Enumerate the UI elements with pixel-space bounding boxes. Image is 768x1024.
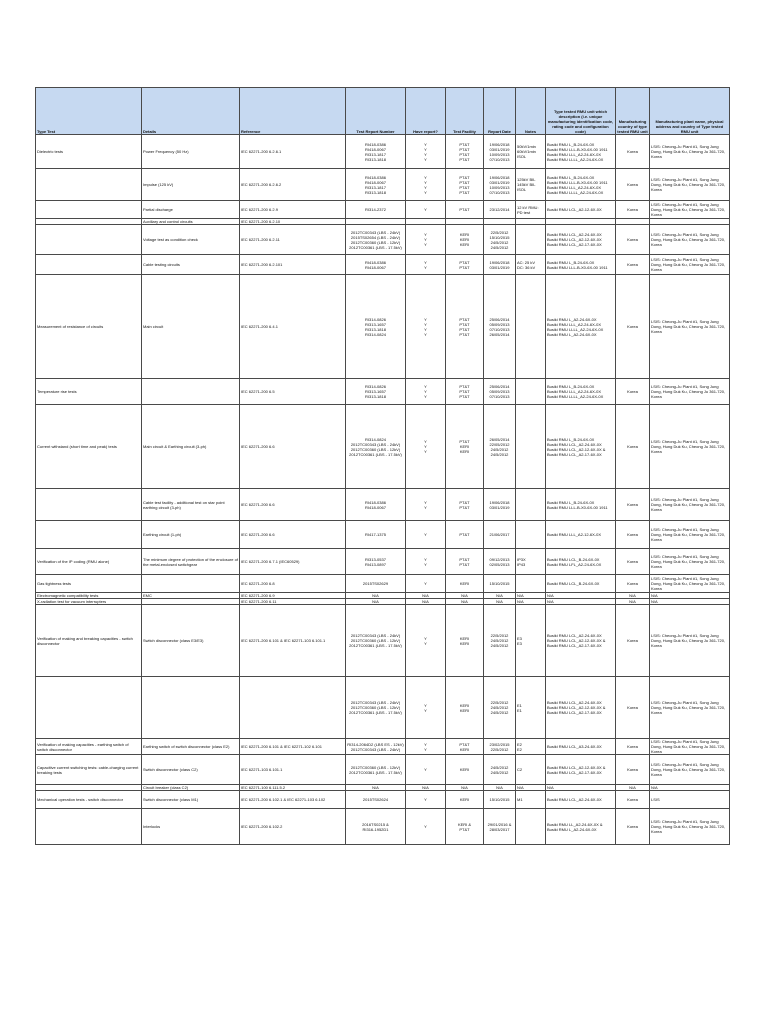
cell-type-tested-rmu-unit: Busiki RMU LCL_B-24-6X-0X: [546, 575, 616, 593]
cell-manufacturing-plant: LSIS: Cheong-Ju Plant #1, Song Jung Dong, Hung Duk Ku, Cheong Ju 361-720, Korea: [650, 677, 730, 739]
cell-type-tested-rmu-unit: Busiki RMU LCL_B-24-6X-0X Busiki RMU LFL_A2-24-6X-0X: [546, 549, 616, 575]
cell-manufacturing-country: Korea: [616, 135, 650, 169]
cell-type-tested-rmu-unit: Busiki RMU L_B-24-6X-0X Busiki RMU LLL-B-X0-6X-00 1911 Busiki RMU LLL_A2-24-6X-0X Busiki RMU LLLL_A2-24-6X-0X: [546, 135, 616, 169]
table-row: [36, 379, 730, 405]
cell-manufacturing-country: N/A: [616, 599, 650, 605]
cell-manufacturing-plant: LSIS: Cheong-Ju Plant #1, Song Jung Dong, Hung Duk Ku, Cheong Ju 361-720, Korea: [650, 255, 730, 275]
cell-notes: E3 E3: [516, 605, 546, 677]
cell-reference: IEC 62271-200 6.4.1: [240, 275, 346, 379]
cell-test-report-number: RI418-0386 RI418-0067 RI313-1817 RI313-1818: [346, 135, 406, 169]
cell-manufacturing-country: Korea: [616, 275, 650, 379]
cell-have-report: Y: [406, 521, 446, 549]
table-row: [36, 169, 730, 201]
cell-test-report-number: RI313-0537 RI413-0897: [346, 549, 406, 575]
header-test-facility: Test Facility: [446, 88, 484, 135]
cell-type-test: Measurement of resistance of circuits: [36, 275, 142, 379]
cell-manufacturing-plant: LSIS: Cheong-Ju Plant #1, Song Jung Dong, Hung Duk Ku, Cheong Ju 361-720, Korea: [650, 275, 730, 379]
header-manufacturing-plant: Manufacturing plant name, physical address and country of Type tested RMU unit: [650, 88, 730, 135]
cell-have-report: Y Y: [406, 255, 446, 275]
cell-notes: [516, 521, 546, 549]
cell-manufacturing-plant: N/A: [650, 785, 730, 791]
cell-test-report-number: 2016TS0215 & RI316-1952D1: [346, 809, 406, 845]
cell-manufacturing-country: Korea: [616, 169, 650, 201]
cell-manufacturing-plant: LSIS: [650, 791, 730, 809]
cell-manufacturing-country: Korea: [616, 379, 650, 405]
table-row: [36, 739, 730, 755]
cell-reference: IEC 62271-200 6.11: [240, 599, 346, 605]
cell-reference: IEC 62271-200 6.2.6.1: [240, 135, 346, 169]
cell-details: Cable test facility - additional test on star point earthing circuit (3-ph): [142, 489, 240, 521]
cell-report-date: 09/12/2013 02/05/2013: [484, 549, 516, 575]
cell-manufacturing-plant: LSIS: Cheong-Ju Plant #1, Song Jung Dong, Hung Duk Ku, Cheong Ju 361-720, Korea: [650, 605, 730, 677]
cell-type-tested-rmu-unit: Busiki RMU LCL_A2-12-6X-0X & Busiki RMU LCL_A2-17-6X-0X: [546, 755, 616, 785]
cell-have-report: Y Y: [406, 489, 446, 521]
cell-test-facility: KERI: [446, 575, 484, 593]
cell-reference: IEC 62271-103 6.101.1: [240, 755, 346, 785]
cell-test-facility: KERI KERI: [446, 677, 484, 739]
table-row: [36, 255, 730, 275]
cell-test-report-number: RI314-2372: [346, 201, 406, 219]
cell-details: Main circuit & Earthing circuit (3-ph): [142, 405, 240, 489]
cell-report-date: 25/06/2014 05/09/2013 07/10/2013: [484, 379, 516, 405]
cell-test-facility: PT&T PT&T: [446, 549, 484, 575]
cell-test-report-number: RI314-0826 RI313-1657 RI313-1818: [346, 379, 406, 405]
cell-manufacturing-country: Korea: [616, 225, 650, 255]
cell-have-report: Y: [406, 809, 446, 845]
cell-type-test: Electromagnetic compatibility tests: [36, 593, 142, 599]
cell-report-date: N/A: [484, 599, 516, 605]
cell-reference: IEC 62271-100 6.111.5.2: [240, 785, 346, 791]
cell-reference: IEC 62271-200 6.9: [240, 593, 346, 599]
cell-type-tested-rmu-unit: Busiki RMU LLL_A2-12-6X-0X: [546, 521, 616, 549]
cell-manufacturing-country: N/A: [616, 785, 650, 791]
cell-test-facility: PT&T PT&T: [446, 489, 484, 521]
header-have-report: Have report?: [406, 88, 446, 135]
cell-type-test: [36, 809, 142, 845]
cell-details: [142, 379, 240, 405]
cell-type-tested-rmu-unit: N/A: [546, 599, 616, 605]
cell-reference: IEC 62271-200 6.102.2: [240, 809, 346, 845]
cell-have-report: Y Y Y Y: [406, 135, 446, 169]
cell-details: Switch disconnector (class E3/E3): [142, 605, 240, 677]
cell-reference: IEC 62271-200 6.2.6.2: [240, 169, 346, 201]
cell-manufacturing-country: Korea: [616, 791, 650, 809]
cell-have-report: Y Y Y: [406, 225, 446, 255]
cell-reference: IEC 62271-200 6.2.9: [240, 201, 346, 219]
cell-details: Power Frequency (50 Hz): [142, 135, 240, 169]
cell-notes: C2: [516, 755, 546, 785]
cell-type-tested-rmu-unit: Busiki RMU L_A2-24-6X-0X Busiki RMU LLL_A2-24-6X-0X Busiki RMU LLLL_A2-24-6X-0X Busiki RMU L_A2-24-6X-0X: [546, 275, 616, 379]
cell-report-date: 15/10/2015: [484, 791, 516, 809]
cell-details: Cable testing circuits: [142, 255, 240, 275]
cell-test-facility: PT&T KERI KERI: [446, 405, 484, 489]
cell-report-date: 26/05/2014 22/05/2012 24/5/2012 24/5/2012: [484, 405, 516, 489]
cell-type-test: [36, 521, 142, 549]
cell-details: Impulse (125 kV): [142, 169, 240, 201]
cell-type-test: [36, 255, 142, 275]
cell-test-facility: KERI: [446, 755, 484, 785]
table-header-row: [36, 88, 730, 135]
cell-manufacturing-plant: LSIS: Cheong-Ju Plant #1, Song Jung Dong, Hung Duk Ku, Cheong Ju 361-720, Korea: [650, 809, 730, 845]
cell-test-report-number: N/A: [346, 593, 406, 599]
cell-notes: E2 E2: [516, 739, 546, 755]
cell-manufacturing-plant: LSIS: Cheong-Ju Plant #1, Song Jung Dong, Hung Duk Ku, Cheong Ju 361-720, Korea: [650, 201, 730, 219]
cell-test-facility: KERI KERI: [446, 605, 484, 677]
cell-have-report: N/A: [406, 593, 446, 599]
cell-type-test: Mechanical operation tests - switch disconnector: [36, 791, 142, 809]
cell-reference: IEC 62271-200 6.5: [240, 379, 346, 405]
cell-details: Voltage test as condition check: [142, 225, 240, 255]
cell-have-report: Y Y Y Y: [406, 169, 446, 201]
cell-report-date: 22/5/2012 24/5/2012 24/5/2012: [484, 605, 516, 677]
table-row: [36, 225, 730, 255]
cell-test-report-number: 2015TS02629: [346, 575, 406, 593]
cell-test-report-number: 2012TC00360 (LBS - 12kV) 2012TC00361 (LBS - 17.5kV): [346, 755, 406, 785]
cell-report-date: 24/5/2012 24/5/2012: [484, 755, 516, 785]
cell-have-report: Y Y Y: [406, 379, 446, 405]
table-row: [36, 275, 730, 379]
cell-test-report-number: RI314-0824 2012TC00343 (LBS - 24kV) 2012TC00360 (LBS - 12kV) 2012TC00361 (LBS - 17.5kV): [346, 405, 406, 489]
type-test-table: [35, 87, 730, 845]
cell-manufacturing-plant: LSIS: Cheong-Ju Plant #1, Song Jung Dong, Hung Duk Ku, Cheong Ju 361-720, Korea: [650, 169, 730, 201]
cell-reference: IEC 62271-200 6.2.10: [240, 219, 346, 225]
cell-manufacturing-country: Korea: [616, 405, 650, 489]
cell-notes: N/A: [516, 599, 546, 605]
cell-report-date: N/A: [484, 785, 516, 791]
cell-details: Switch disconnector (class M1): [142, 791, 240, 809]
cell-type-tested-rmu-unit: Busiki RMU L_B-24-6X-0X Busiki RMU LLL-B-X0-6X-00 1911: [546, 489, 616, 521]
cell-manufacturing-plant: N/A: [650, 599, 730, 605]
cell-have-report: Y Y: [406, 677, 446, 739]
cell-test-report-number: 2012TC00343 (LBS - 24kV) 2012TC00360 (LBS - 12kV) 2012TC00361 (LBS - 17.5kV): [346, 605, 406, 677]
cell-test-report-number: RI418-0386 RI418-0067: [346, 255, 406, 275]
cell-test-facility: PT&T PT&T PT&T: [446, 379, 484, 405]
cell-reference: [240, 677, 346, 739]
cell-have-report: Y Y: [406, 549, 446, 575]
cell-notes: [516, 405, 546, 489]
cell-type-tested-rmu-unit: Busiki RMU LCL_A2-24-6X-0X Busiki RMU LCL_A2-12-6X-0X & Busiki RMU LCL_A2-17-6X-0X: [546, 605, 616, 677]
header-test-report-number: Test Report Number: [346, 88, 406, 135]
cell-type-tested-rmu-unit: Busiki RMU L_B-24-6X-0X Busiki RMU LCL_A2-24-6X-0X Busiki RMU LCL_A2-12-6X-0X & Busiki RMU LCL_A2-17-6X-0X: [546, 405, 616, 489]
cell-manufacturing-country: Korea: [616, 201, 650, 219]
cell-test-facility: KERI & PT&T: [446, 809, 484, 845]
cell-report-date: 19/06/2018 03/01/2019: [484, 489, 516, 521]
cell-type-test: [36, 169, 142, 201]
cell-notes: E1 E1: [516, 677, 546, 739]
cell-test-report-number: N/A: [346, 785, 406, 791]
cell-report-date: 22/5/2012 24/5/2012 24/5/2012: [484, 677, 516, 739]
cell-details: Interlocks: [142, 809, 240, 845]
cell-have-report: Y: [406, 201, 446, 219]
cell-report-date: 29/01/2016 & 28/03/2017: [484, 809, 516, 845]
cell-reference: IEC 62271-200 6.7.1 (IEC60529): [240, 549, 346, 575]
cell-type-test: Verification of the IP coding (RMU alone): [36, 549, 142, 575]
cell-report-date: 19/06/2018 03/01/2019 10/09/2013 07/10/2013: [484, 169, 516, 201]
cell-test-facility: PT&T PT&T PT&T PT&T: [446, 275, 484, 379]
cell-reference: IEC 62271-200 6.101 & IEC 62271-103 6.101.1: [240, 605, 346, 677]
cell-manufacturing-country: Korea: [616, 677, 650, 739]
cell-manufacturing-country: Korea: [616, 521, 650, 549]
cell-notes: IP3X IP43: [516, 549, 546, 575]
cell-reference: IEC 62271-200 6.2.101: [240, 255, 346, 275]
cell-details: Circuit breaker (class C2): [142, 785, 240, 791]
cell-type-tested-rmu-unit: Busiki RMU LCL_A2-12-6X-0X: [546, 201, 616, 219]
cell-reference: IEC 62271-200 6.6: [240, 489, 346, 521]
cell-manufacturing-plant: LSIS: Cheong-Ju Plant #1, Song Jung Dong, Hung Duk Ku, Cheong Ju 361-720, Korea: [650, 521, 730, 549]
cell-type-test: Dielectric tests: [36, 135, 142, 169]
cell-have-report: N/A: [406, 599, 446, 605]
cell-manufacturing-country: Korea: [616, 489, 650, 521]
cell-manufacturing-plant: LSIS: Cheong-Ju Plant #1, Song Jung Dong, Hung Duk Ku, Cheong Ju 361-720, Korea: [650, 379, 730, 405]
table-row: [36, 405, 730, 489]
cell-notes: [516, 275, 546, 379]
cell-notes: [516, 225, 546, 255]
cell-type-test: Current withstand (short time and peak) tests: [36, 405, 142, 489]
cell-type-test: Verification of making capacities - earthing switch of switch disconnector: [36, 739, 142, 755]
cell-details: [142, 677, 240, 739]
cell-details: EMC: [142, 593, 240, 599]
cell-manufacturing-country: Korea: [616, 739, 650, 755]
table-row: [36, 755, 730, 785]
cell-notes: N/A: [516, 785, 546, 791]
cell-notes: AC: 25 kV DC: 36 kV: [516, 255, 546, 275]
table-row: [36, 549, 730, 575]
cell-details: Earthing circuit (1-ph): [142, 521, 240, 549]
cell-notes: M1: [516, 791, 546, 809]
cell-have-report: Y: [406, 791, 446, 809]
cell-manufacturing-plant: LSIS: Cheong-Ju Plant #1, Song Jung Dong, Hung Duk Ku, Cheong Ju 361-720, Korea: [650, 755, 730, 785]
cell-type-test: Capacitive current switching tests: cable-charging current breaking tests: [36, 755, 142, 785]
table-body: [36, 135, 730, 845]
cell-manufacturing-plant: N/A: [650, 593, 730, 599]
table-row: [36, 605, 730, 677]
header-notes: Notes: [516, 88, 546, 135]
header-details: Details: [142, 88, 240, 135]
cell-type-test: [36, 677, 142, 739]
cell-type-test: [36, 201, 142, 219]
cell-type-test: X-radiation test for vacuum interrupters: [36, 599, 142, 605]
cell-reference: IEC 62271-200 6.6: [240, 405, 346, 489]
cell-type-tested-rmu-unit: Busiki RMU LCL_A2-24-6X-0X: [546, 791, 616, 809]
cell-manufacturing-country: Korea: [616, 605, 650, 677]
cell-type-tested-rmu-unit: N/A: [546, 785, 616, 791]
cell-test-report-number: 2012TC00343 (LBS - 24kV) 2012TC00360 (LBS - 12kV) 2012TC00361 (LBS - 17.5kV): [346, 677, 406, 739]
table-row: [36, 575, 730, 593]
header-type-tested-rmu-unit: Type tested RMU unit which description (i.e. unique manufacturing identification code, rating code and configuration code): [546, 88, 616, 135]
cell-details: Auxiliary and control circuits: [142, 219, 240, 225]
cell-test-facility: N/A: [446, 593, 484, 599]
cell-notes: N/A: [516, 593, 546, 599]
cell-type-tested-rmu-unit: Busiki RMU LCL_A3-24-6X-0X: [546, 739, 616, 755]
cell-manufacturing-country: Korea: [616, 255, 650, 275]
header-report-date: Report Date: [484, 88, 516, 135]
cell-test-facility: N/A: [446, 599, 484, 605]
cell-test-report-number: N/A: [346, 599, 406, 605]
cell-report-date: 19/06/2018 03/01/2019: [484, 255, 516, 275]
table-row: [36, 809, 730, 845]
cell-reference: IEC 62271-200 6.8: [240, 575, 346, 593]
cell-test-report-number: RI418-0386 RI418-0067 RI313-1817 RI313-1818: [346, 169, 406, 201]
header-type-test: Type Test: [36, 88, 142, 135]
cell-report-date: 21/06/2017: [484, 521, 516, 549]
table-row: [36, 677, 730, 739]
cell-reference: IEC 62271-200 6.2.11: [240, 225, 346, 255]
cell-test-report-number: RI314-2064D2 (LBS ES - 12kV) 2012TC00343 (LBS - 24kV): [346, 739, 406, 755]
cell-type-tested-rmu-unit: Busiki RMU LCL_A2-24-6X-0X Busiki RMU LCL_A2-12-6X-0X & Busiki RMU LCL_A2-17-6X-0X: [546, 677, 616, 739]
cell-notes: 12 kV RMU: PD test: [516, 201, 546, 219]
cell-test-report-number: 2012TC00343 (LBS - 24kV) 2015TS02654 (LBS - 24kV) 2012TC00360 (LBS - 12kV) 2012TC00361 (LBS - 17.5kV): [346, 225, 406, 255]
cell-test-facility: KERI: [446, 791, 484, 809]
cell-manufacturing-plant: LSIS: Cheong-Ju Plant #1, Song Jung Dong, Hung Duk Ku, Cheong Ju 361-720, Korea: [650, 739, 730, 755]
table-row: [36, 791, 730, 809]
cell-type-test: Verification of making and breaking capacities - switch disconnector: [36, 605, 142, 677]
cell-details: The minimum degree of protection of the enclosure of the metal-enclosed switchgear: [142, 549, 240, 575]
cell-report-date: 25/06/2014 05/09/2013 07/10/2013 26/05/2014: [484, 275, 516, 379]
cell-type-tested-rmu-unit: Busiki RMU L_B-24-6X-0X Busiki RMU LLL-B-X0-6X-00 1911 Busiki RMU LLL_A2-24-6X-0X Busiki RMU LLLL_A2-24-6X-0X: [546, 169, 616, 201]
cell-have-report: Y Y: [406, 739, 446, 755]
cell-test-facility: PT&T PT&T PT&T PT&T: [446, 135, 484, 169]
cell-notes: 125kV BIL 145kV BIL ISOL: [516, 169, 546, 201]
cell-manufacturing-country: Korea: [616, 575, 650, 593]
cell-manufacturing-plant: LSIS: Cheong-Ju Plant #1, Song Jung Dong, Hung Duk Ku, Cheong Ju 361-720, Korea: [650, 549, 730, 575]
table-row: [36, 135, 730, 169]
header-reference: Reference: [240, 88, 346, 135]
cell-have-report: Y Y Y: [406, 405, 446, 489]
cell-reference: IEC 62271-200 6.102.1 & IEC 62271-103 6.102: [240, 791, 346, 809]
cell-have-report: N/A: [406, 785, 446, 791]
cell-manufacturing-plant: LSIS: Cheong-Ju Plant #1, Song Jung Dong, Hung Duk Ku, Cheong Ju 361-720, Korea: [650, 489, 730, 521]
cell-manufacturing-plant: LSIS: Cheong-Ju Plant #1, Song Jung Dong, Hung Duk Ku, Cheong Ju 361-720, Korea: [650, 575, 730, 593]
cell-test-facility: KERI KERI KERI: [446, 225, 484, 255]
cell-type-tested-rmu-unit: N/A: [546, 593, 616, 599]
cell-have-report: Y Y: [406, 605, 446, 677]
cell-test-facility: PT&T PT&T PT&T PT&T: [446, 169, 484, 201]
cell-type-tested-rmu-unit: Busiki RMU L_B-24-6X-0X Busiki RMU LLL-B-X0-6X-00 1911: [546, 255, 616, 275]
table-row: [36, 201, 730, 219]
cell-have-report: Y: [406, 755, 446, 785]
table-row: [36, 521, 730, 549]
cell-notes: 50kV/1min 60kV/1min ISOL: [516, 135, 546, 169]
cell-report-date: 19/06/2018 03/01/2019 10/09/2013 07/10/2013: [484, 135, 516, 169]
cell-report-date: 23/12/2014: [484, 201, 516, 219]
cell-notes: [516, 575, 546, 593]
cell-test-report-number: RI418-0386 RI418-0067: [346, 489, 406, 521]
cell-manufacturing-country: Korea: [616, 809, 650, 845]
cell-type-test: Temperature rise tests: [36, 379, 142, 405]
cell-type-tested-rmu-unit: Busiki RMU LL_A2-24-6X-0X & Busiki RMU L_A2-24-6X-0X: [546, 809, 616, 845]
cell-test-report-number: RI417-1375: [346, 521, 406, 549]
cell-test-facility: PT&T: [446, 521, 484, 549]
cell-manufacturing-plant: LSIS: Cheong-Ju Plant #1, Song Jung Dong, Hung Duk Ku, Cheong Ju 361-720, Korea: [650, 405, 730, 489]
cell-reference: IEC 62271-200 6.101 & IEC 62271-102 6.101: [240, 739, 346, 755]
cell-reference: IEC 62271-200 6.6: [240, 521, 346, 549]
cell-manufacturing-country: Korea: [616, 549, 650, 575]
cell-notes: [516, 379, 546, 405]
cell-type-test: [36, 489, 142, 521]
cell-report-date: 23/02/2015 22/5/2012: [484, 739, 516, 755]
cell-details: Earthing switch of switch disconnector (class E2): [142, 739, 240, 755]
cell-report-date: 15/10/2015: [484, 575, 516, 593]
cell-test-facility: PT&T KERI: [446, 739, 484, 755]
cell-have-report: Y: [406, 575, 446, 593]
cell-details: Partial discharge: [142, 201, 240, 219]
cell-manufacturing-plant: LSIS: Cheong-Ju Plant #1, Song Jung Dong, Hung Duk Ku, Cheong Ju 361-720, Korea: [650, 135, 730, 169]
cell-type-test: [36, 225, 142, 255]
cell-have-report: Y Y Y Y: [406, 275, 446, 379]
table-row: [36, 489, 730, 521]
cell-report-date: N/A: [484, 593, 516, 599]
cell-manufacturing-plant: LSIS: Cheong-Ju Plant #1, Song Jung Dong, Hung Duk Ku, Cheong Ju 361-720, Korea: [650, 225, 730, 255]
cell-test-facility: PT&T: [446, 201, 484, 219]
header-manufacturing-country: Manufacturing country of type tested RMU unit: [616, 88, 650, 135]
cell-test-report-number: 2015TS02624: [346, 791, 406, 809]
cell-type-test: Gas tightness tests: [36, 575, 142, 593]
cell-notes: [516, 809, 546, 845]
cell-type-tested-rmu-unit: Busiki RMU LCL_A2-24-6X-0X Busiki RMU LCL_A2-12-6X-0X Busiki RMU LCL_A2-17-6X-0X: [546, 225, 616, 255]
cell-manufacturing-country: N/A: [616, 593, 650, 599]
cell-test-report-number: RI314-0826 RI313-1657 RI313-1818 RI314-0824: [346, 275, 406, 379]
cell-notes: [516, 489, 546, 521]
cell-type-tested-rmu-unit: Busiki RMU L_B-24-6X-0X Busiki RMU LLL_A2-24-6X-0X Busiki RMU LLLL_A2-24-6X-0X: [546, 379, 616, 405]
cell-details: Switch disconnector (class C2): [142, 755, 240, 785]
cell-test-facility: PT&T PT&T: [446, 255, 484, 275]
cell-manufacturing-country: Korea: [616, 755, 650, 785]
cell-details: [142, 575, 240, 593]
cell-report-date: 22/5/2012 15/10/2015 24/5/2012 24/5/2012: [484, 225, 516, 255]
cell-details: Main circuit: [142, 275, 240, 379]
cell-test-facility: N/A: [446, 785, 484, 791]
